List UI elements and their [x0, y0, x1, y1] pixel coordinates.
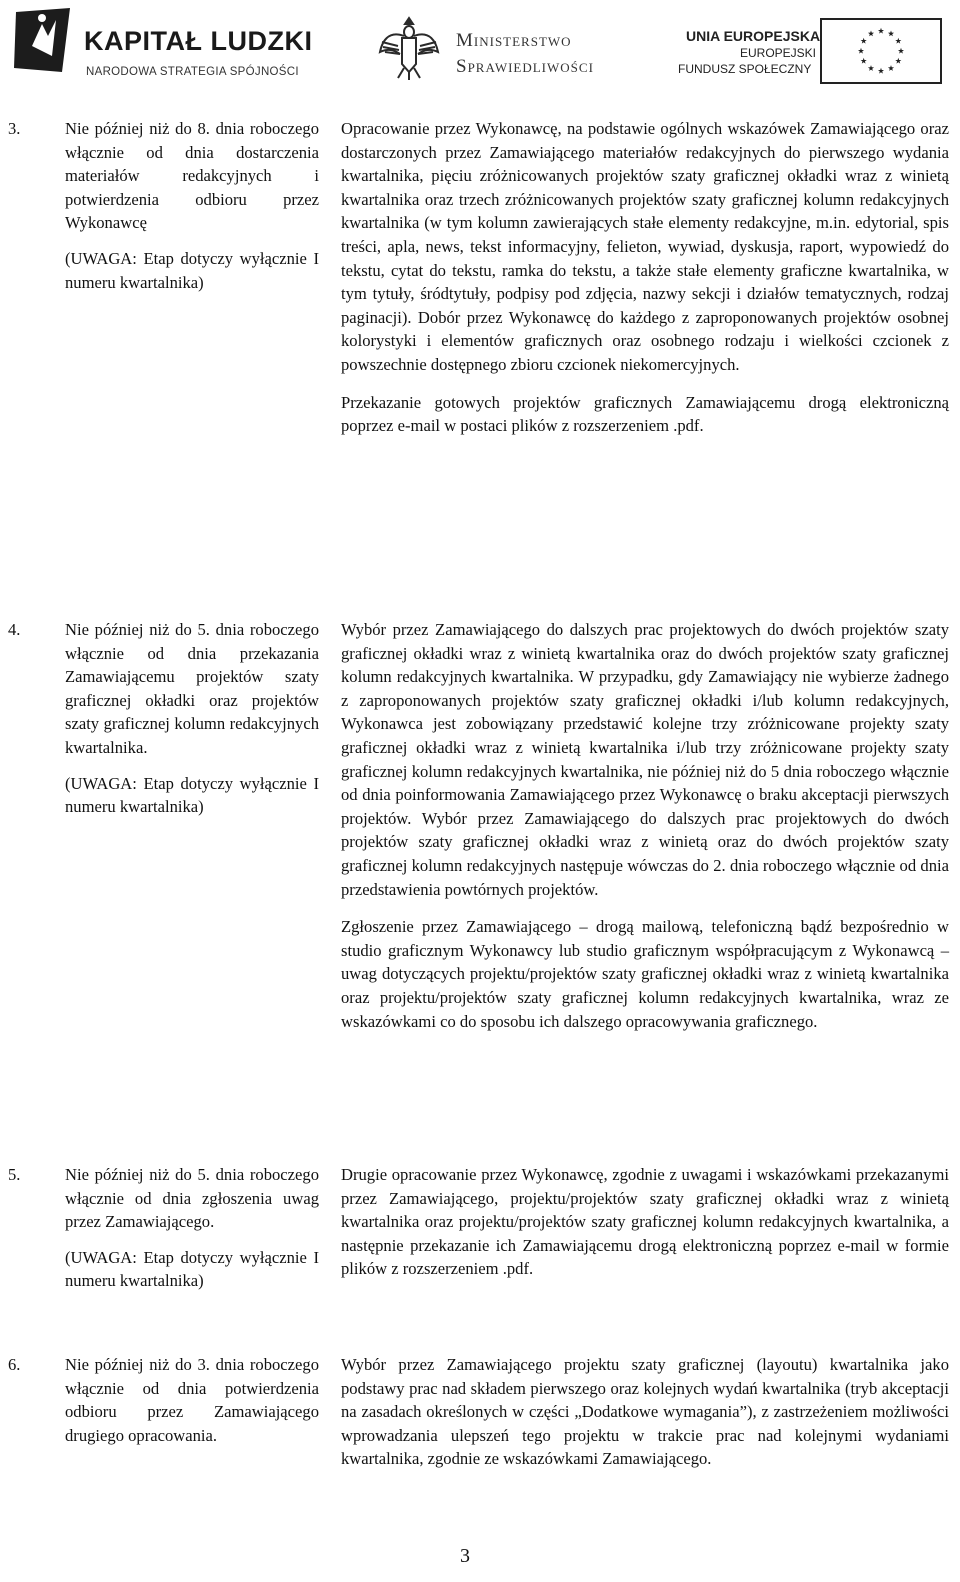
kapital-ludzki-logo-icon [12, 6, 74, 74]
kapital-ludzki-title: KAPITAŁ LUDZKI [84, 26, 313, 56]
step-description-paragraph: Przekazanie gotowych projektów graficznych Zamawiającemu drogą elektroniczną poprzez e-mail w postaci plików z rozszerzeniem .pdf. [341, 392, 949, 436]
step-4-description [341, 618, 949, 1033]
step-3-timing [8, 117, 319, 294]
eu-label-line2: EUROPEJSKI [740, 46, 817, 60]
step-number: 6. [8, 1355, 21, 1374]
step-3-description [341, 117, 949, 438]
eu-flag-icon [820, 18, 942, 84]
step-4-timing [8, 618, 319, 819]
step-5-timing [8, 1163, 319, 1293]
step-deadline-text: Nie później niż do 5. dnia roboczego włącznie od dnia przekazania Zamawiającemu projektów szaty graficznej okładki oraz projektów szaty graficznej kolumn redakcyjnych kwartalnika. [65, 620, 319, 757]
step-number: 5. [8, 1165, 21, 1184]
step-6-timing [8, 1353, 319, 1447]
step-description-paragraph: Wybór przez Zamawiającego do dalszych prac projektowych do dwóch projektów szaty graficznej okładki wraz z winietą kwartalnika oraz do dwóch projektów szaty graficznej kolumn redakcyjnych kwartalnika. W przypadku, gdy Zamawiający nie wybierze żadnego z zaproponowanych projektów szaty graficznej okładki i/lub kolumn redakcyjnych, Wykonawca jest zobowiązany przedstawić kolejne trzy zróżnicowane projekty szaty graficznej okładki wraz z winietą kwartalnika i/lub trzy zróżnicowane projekty szaty graficznej kolumn redakcyjnych kwartalnika, nie później niż do 5 dnia roboczego włącznie od dnia poinformowania Zamawiającego przez Wykonawcę o braku akceptacji pierwszych projektów. Wybór przez Zamawiającego do dalszych prac projektowych do dwóch projektów szaty graficznej okładki wraz z winietą oraz do dwóch projektów szaty graficznej kolumn redakcyjnych następuje wówczas do 2. dnia roboczego włącznie od dnia przedstawienia powtórnych projektów. [341, 620, 949, 899]
step-note: (UWAGA: Etap dotyczy wyłącznie I numeru kwartalnika) [65, 773, 319, 817]
eu-label-line3: FUNDUSZ SPOŁECZNY [678, 62, 812, 76]
step-note: (UWAGA: Etap dotyczy wyłącznie I numeru kwartalnika) [65, 1247, 319, 1291]
step-description-paragraph: Opracowanie przez Wykonawcę, na podstawie ogólnych wskazówek Zamawiającego oraz dostarczonych przez Zamawiającego materiałów redakcyjnych do pierwszego wydania kwartalnika, pięciu zróżnicowanych projektów szaty graficznej okładki wraz z winietą kwartalnika oraz trzech zróżnicowanych projektów szaty graficznej kolumn redakcyjnych kwartalnika (w tym kolumn zawierających stałe elementy redakcyjne, m.in. edytorial, spis treści, apla, news, tekst informacyjny, felieton, wywiad, dyskusja, raport, wypowiedź do tekstu, cytat do tekstu, ramka do tekstu, a także stałe elementy graficzne kwartalnika, w tym tytuły, śródtytuły, podpisy pod zdjęcia, nazwy sekcji i działów tematycznych, rodzaj paginacji). Dobór przez Wykonawcę do każdego z zaproponowanych projektów osobnej kolorystyki i elementów graficznych oraz osobnego rodzaju i wielkości czcionek z powszechnie dostępnego zbioru czcionek niekomercyjnych. [341, 119, 949, 374]
step-number: 3. [8, 119, 21, 138]
step-deadline-text: Nie później niż do 8. dnia roboczego włącznie od dnia dostarczenia materiałów redakcyjnych i potwierdzenia odbioru przez Wykonawcę [65, 119, 319, 233]
step-description-paragraph: Wybór przez Zamawiającego projektu szaty graficznej (layoutu) kwartalnika jako podstawy prac nad składem pierwszego oraz kolejnych wydań kwartalnika (tryb akceptacji na zasadach określonych w części „Dodatkowe wymagania”), z zastrzeżeniem możliwości wprowadzania ulepszeń tego projektu w trakcie prac nad kolejnymi wydaniami kwartalnika, zgodnie ze wskazówkami Zamawiającego. [341, 1355, 949, 1469]
page-header [0, 0, 960, 100]
step-number: 4. [8, 620, 21, 639]
eu-label-line1: UNIA EUROPEJSKA [686, 28, 821, 44]
step-note: (UWAGA: Etap dotyczy wyłącznie I numeru kwartalnika) [65, 248, 319, 292]
step-6-description [341, 1353, 949, 1471]
page-number: 3 [460, 1545, 470, 1567]
step-description-paragraph: Drugie opracowanie przez Wykonawcę, zgodnie z uwagami i wskazówkami przekazanymi przez Zamawiającego, projektu/projektów szaty graficznej okładki wraz z winietą kwartalnika oraz projektu/projektów szaty graficznej kolumn redakcyjnych kwartalnika, a następnie przekazanie ich Zamawiającemu drogą elektroniczną poprzez e-mail w formie plików z rozszerzeniem .pdf. [341, 1165, 949, 1279]
step-description-paragraph: Zgłoszenie przez Zamawiającego – drogą mailową, telefoniczną bądź bezpośrednio w studio graficznym Wykonawcy lub studio graficznym współpracującym z Wykonawcą – uwag dotyczących projektu/projektów szaty graficznej okładki wraz z winietą kwartalnika oraz projektu/projektów szaty graficznej kolumn redakcyjnych kwartalnika, wraz ze wskazówkami co do sposobu ich dalszego opracowywania graficznego. [341, 917, 949, 1031]
step-deadline-text: Nie później niż do 5. dnia roboczego włącznie od dnia zgłoszenia uwag przez Zamawiającego. [65, 1165, 319, 1232]
step-deadline-text: Nie później niż do 3. dnia roboczego włącznie od dnia potwierdzenia odbioru przez Zamawiającego drugiego opracowania. [65, 1355, 319, 1445]
ministry-name-line1: Ministerstwo [456, 30, 572, 51]
kapital-ludzki-subtitle: NARODOWA STRATEGIA SPÓJNOŚCI [86, 66, 299, 78]
polish-eagle-emblem-icon [378, 12, 440, 82]
step-5-description [341, 1163, 949, 1281]
ministry-name-line2: Sprawiedliwości [456, 56, 594, 77]
